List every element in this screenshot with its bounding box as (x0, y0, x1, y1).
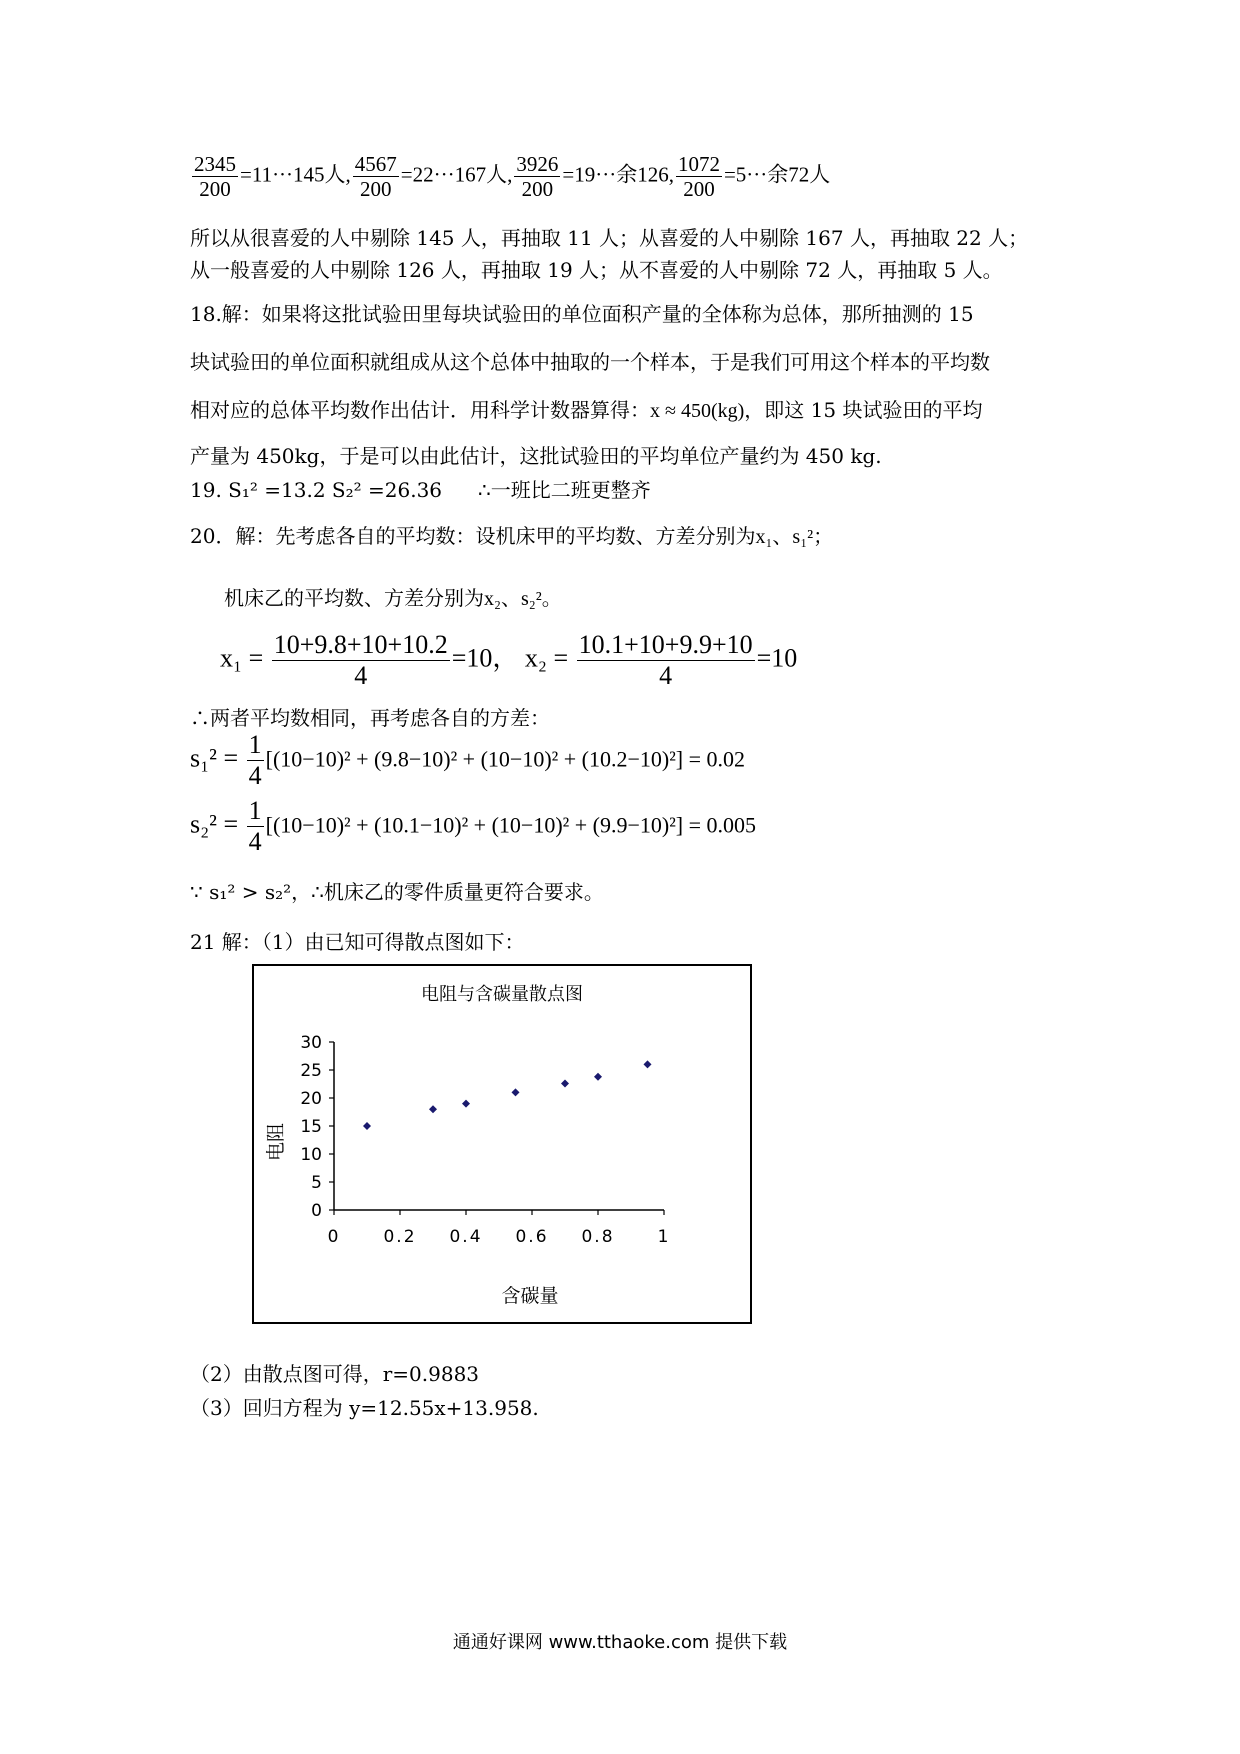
text-line: （3）回归方程为 y=12.55x+13.958. (190, 1396, 539, 1420)
footer: 通通好课网 www.tthaoke.com 提供下载 (452, 1632, 788, 1653)
text-line: ∵ s₁² > s₂²，∴机床乙的零件质量更符合要求。 (190, 880, 604, 904)
y-tick-label: 0 (311, 1201, 322, 1221)
data-point (594, 1073, 602, 1081)
fraction-3926: $\frac{3926}{200}$ (516, 152, 559, 202)
y-tick-label: 30 (300, 1033, 322, 1053)
y-tick-label: 15 (300, 1117, 322, 1137)
data-point (429, 1105, 437, 1113)
fraction-4567: $\frac{4567}{200}$ (354, 152, 397, 202)
text-line: 机床乙的平均数、方差分别为x₂、s₂²。 (224, 586, 562, 610)
y-axis-label: 电阻 (265, 1122, 287, 1162)
fraction-2345: $\frac{2345}{200}$ (194, 152, 236, 202)
text-line: 21 解：（1）由已知可得散点图如下： (190, 930, 525, 954)
chart-svg (254, 966, 750, 1322)
text-line: （2）由散点图可得，r=0.9883 (190, 1362, 480, 1386)
text-line: 块试验田的单位面积就组成从这个总体中抽取的一个样本，于是我们可用这个样本的平均数 (190, 350, 990, 374)
plot-area (300, 1033, 670, 1247)
mean-equation: x₁ = $\frac{10+9.8+10+10.2}{4}$ =10， x₂ = $\frac{10.1+10+9.9+10}{4}$ =10 (220, 630, 798, 690)
data-point (512, 1088, 520, 1096)
fraction-1072: $\frac{1072}{200}$ (677, 152, 720, 202)
scatter-chart (252, 964, 752, 1324)
mean-approx: x ≈ 450(kg) (650, 400, 745, 422)
data-point (561, 1079, 569, 1087)
x-tick-label: 0.6 (515, 1227, 549, 1247)
y-tick-label: 5 (311, 1173, 322, 1193)
data-point (644, 1060, 652, 1068)
y-tick-label: 10 (300, 1145, 322, 1165)
text-line: 产量为 450kg，于是可以由此估计，这批试验田的平均单位产量约为 450 kg. (190, 444, 882, 468)
text-line: 18.解：如果将这批试验田里每块试验田的单位面积产量的全体称为总体，那所抽测的 15 (190, 302, 974, 326)
division-line: $\frac{2345}{200}$ =11···145人, $\frac{4567}{200}$ =22···167人, $\frac{3926}{200}$ =19···余126, $\frac{1072}{200}$ =5···余72人 (194, 152, 831, 202)
x-axis-label: 含碳量 (501, 1285, 559, 1307)
x-tick-label: 0.8 (581, 1227, 615, 1247)
variance-equation-2: s₂² = $\frac{1}{4}$ [(10−10)² + (10.1−10)² + (10−10)² + (9.9−10)²] = 0.005 (190, 796, 757, 856)
chart-title: 电阻与含碳量散点图 (421, 984, 583, 1005)
text-line: ∴两者平均数相同，再考虑各自的方差： (190, 706, 550, 730)
data-point (363, 1122, 371, 1130)
text-line: 所以从很喜爱的人中剔除 145 人，再抽取 11 人；从喜爱的人中剔除 167 人，再抽取 22 人； (190, 226, 1029, 250)
y-tick-label: 20 (300, 1089, 322, 1109)
x-tick-label: 1 (657, 1227, 671, 1247)
text-line: 相对应的总体平均数作出估计．用科学计数器算得：x ≈ 450(kg)，即这 15 块试验田的平均 (190, 398, 983, 422)
text-line: 19. S₁² =13.2 S₂² =26.36 ∴一班比二班更整齐 (190, 478, 651, 502)
variance-equation-1: s₁² = $\frac{1}{4}$ [(10−10)² + (9.8−10)² + (10−10)² + (10.2−10)²] = 0.02 (190, 730, 746, 790)
text-line: 20．解：先考虑各自的平均数：设机床甲的平均数、方差分别为x₁、s₁²； (190, 524, 834, 548)
text-line: 从一般喜爱的人中剔除 126 人，再抽取 19 人；从不喜爱的人中剔除 72 人，再抽取 5 人。 (190, 258, 1003, 282)
x-tick-label: 0.2 (383, 1227, 417, 1247)
y-tick-label: 25 (300, 1061, 322, 1081)
x-tick-label: 0 (327, 1227, 341, 1247)
data-point (462, 1100, 470, 1108)
x-tick-label: 0.4 (449, 1227, 483, 1247)
